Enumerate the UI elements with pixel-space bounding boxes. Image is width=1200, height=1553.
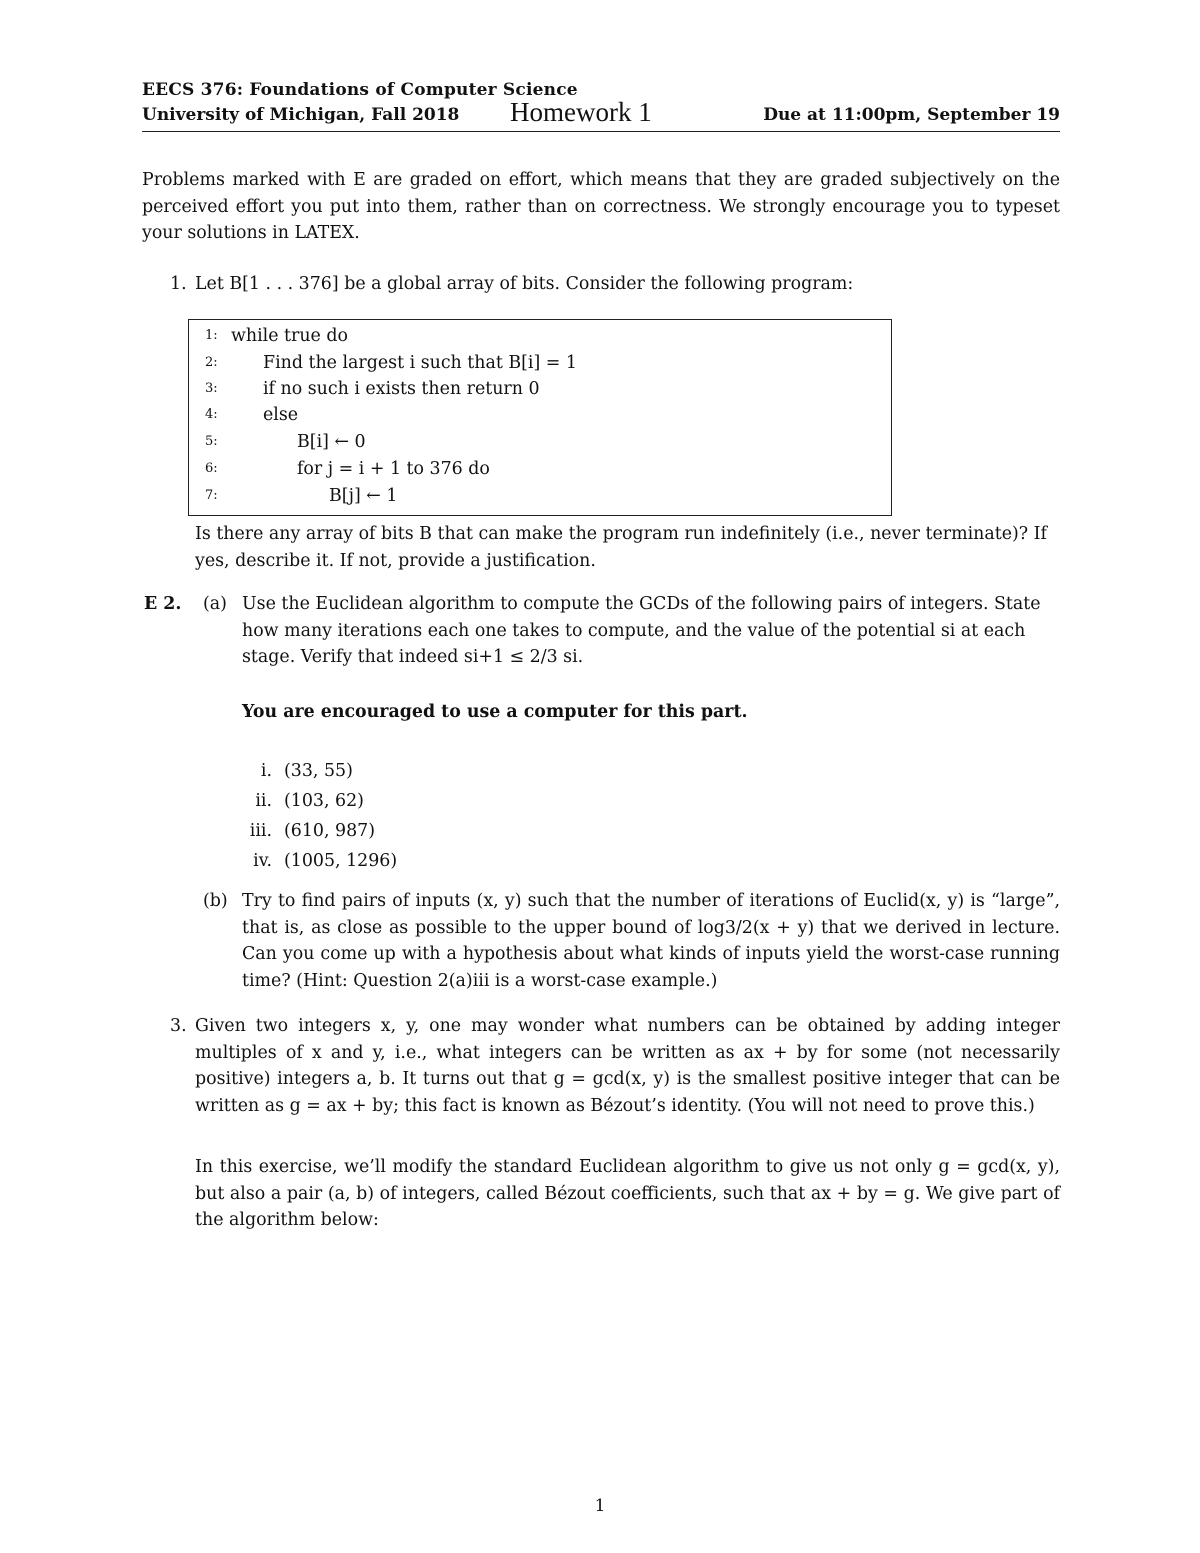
item-number: ii. bbox=[255, 791, 272, 811]
algorithm-box bbox=[188, 319, 892, 516]
item-value: (1005, 1296) bbox=[284, 851, 398, 871]
problem1-label: 1. bbox=[170, 274, 187, 294]
problem2a-label: (a) bbox=[203, 594, 227, 614]
item-number: i. bbox=[260, 761, 272, 781]
algo-line-code: for j = i + 1 to 376 do bbox=[297, 459, 490, 479]
problem2-label: E 2. bbox=[144, 594, 182, 614]
item-value: (33, 55) bbox=[284, 761, 353, 781]
problem2b-text: Try to find pairs of inputs (x, y) such that the number of iterations of Euclid(x, y) is “large”, that is, as close as possible to the upper bound of log3/2(x + y) that we derived in lecture. Can you come up with a hypothesis about what kinds of inputs yield the worst-case running time? (Hint: Question 2(a)iii is a worst-case example.) bbox=[242, 891, 1060, 991]
algo-line-number: 7: bbox=[205, 488, 218, 503]
item-value: (103, 62) bbox=[284, 791, 364, 811]
algo-line-number: 4: bbox=[205, 407, 218, 422]
problem2a-text: Use the Euclidean algorithm to compute the GCDs of the following pairs of integers. State how many iterations each one takes to compute, and the value of the potential si at each stage. Verify that indeed si+1 ≤ 2/3 si. bbox=[242, 594, 1041, 667]
algo-line-code: Find the largest i such that B[i] = 1 bbox=[263, 353, 577, 373]
item-value: (610, 987) bbox=[284, 821, 376, 841]
problem1-question: Is there any array of bits B that can make the program run indefinitely (i.e., never terminate)? If yes, describe it. If not, provide a justification. bbox=[195, 524, 1047, 571]
problem1-text: Let B[1 . . . 376] be a global array of bits. Consider the following program: bbox=[195, 274, 854, 294]
algo-line-number: 3: bbox=[205, 381, 218, 396]
problem3-label: 3. bbox=[170, 1016, 187, 1036]
algo-line-number: 5: bbox=[205, 434, 218, 449]
problem3-text2: In this exercise, we’ll modify the standard Euclidean algorithm to give us not only g = gcd(x, y), but also a pair (a, b) of integers, called Bézout coefficients, such that ax + by = g. We give part of the algorithm below: bbox=[195, 1157, 1060, 1230]
algo-line-code: B[j] ← 1 bbox=[329, 486, 398, 506]
header-line bbox=[142, 97, 1060, 129]
problem3-text1: Given two integers x, y, one may wonder what numbers can be obtained by adding integer multiples of x and y, i.e., what integers can be written as ax + by for some (not necessarily positive) integers a, b. It turns out that g = gcd(x, y) is the smallest positive integer that can be written as g = ax + by; this fact is known as Bézout’s identity. (You will not need to prove this.) bbox=[195, 1016, 1060, 1116]
algo-line-number: 1: bbox=[205, 328, 218, 343]
algo-line-number: 2: bbox=[205, 355, 218, 370]
algo-line-code: else bbox=[263, 405, 299, 425]
problem2b-label: (b) bbox=[203, 891, 228, 911]
intro-paragraph: Problems marked with E are graded on effort, which means that they are graded subjectively on the perceived effort you put into them, rather than on correctness. We strongly encourage you to typeset your solutions in LATEX. bbox=[142, 170, 1060, 243]
page-number: 1 bbox=[594, 1496, 606, 1516]
due-date: Due at 11:00pm, September 19 bbox=[763, 105, 1060, 125]
header-rule bbox=[142, 131, 1060, 132]
item-number: iii. bbox=[249, 821, 272, 841]
problem2a-note: You are encouraged to use a computer for this part. bbox=[242, 702, 748, 722]
university-term: University of Michigan, Fall 2018 bbox=[142, 105, 460, 125]
algo-line-code: while true do bbox=[231, 326, 348, 346]
algo-line-number: 6: bbox=[205, 461, 218, 476]
homework-title: Homework 1 bbox=[510, 97, 652, 127]
algo-line-code: if no such i exists then return 0 bbox=[263, 379, 540, 399]
algo-line-code: B[i] ← 0 bbox=[297, 432, 366, 452]
course-title: EECS 376: Foundations of Computer Science bbox=[142, 80, 578, 100]
item-number: iv. bbox=[253, 851, 272, 871]
